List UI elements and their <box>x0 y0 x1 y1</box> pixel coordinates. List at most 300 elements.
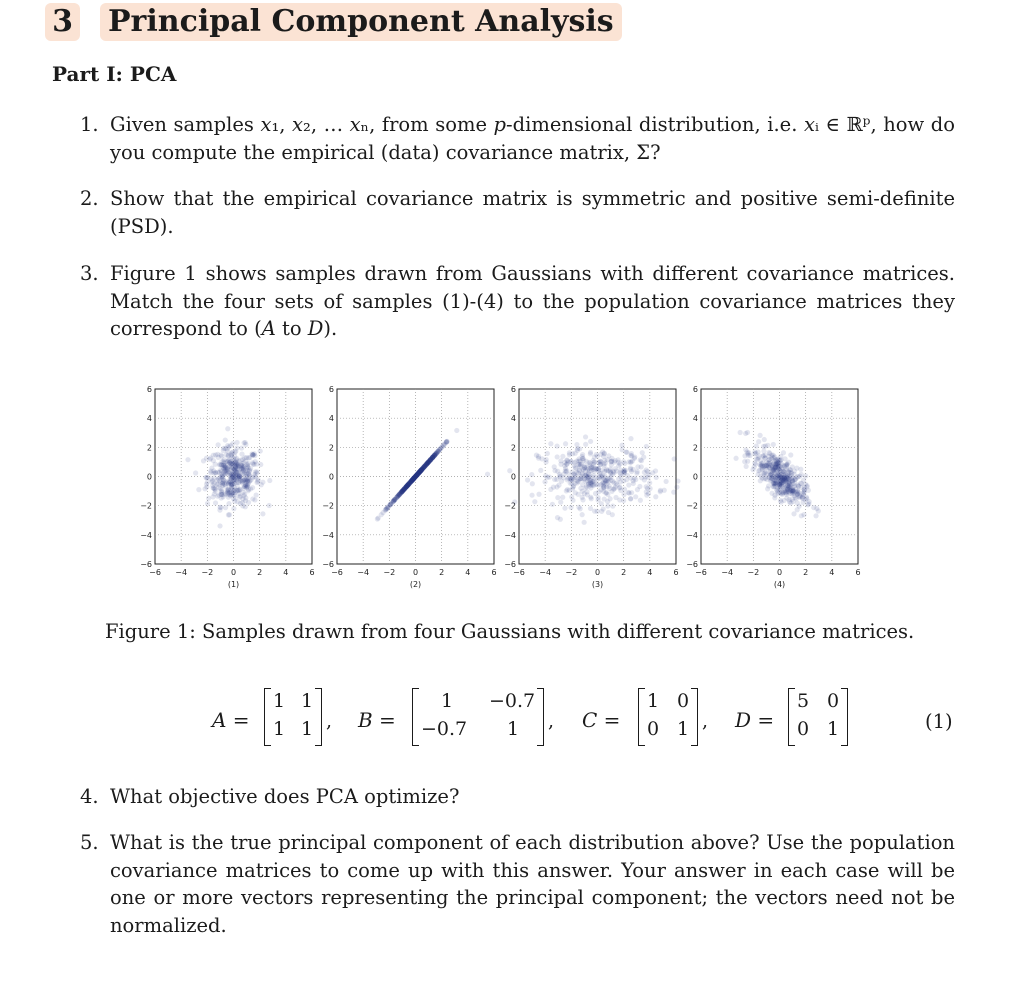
sample-point <box>779 499 784 504</box>
sample-point <box>213 500 218 505</box>
sample-point <box>584 489 589 494</box>
sample-point <box>618 479 623 484</box>
sample-point <box>621 492 626 497</box>
sample-point <box>221 465 226 470</box>
section-number: 3 <box>45 3 80 41</box>
sample-point <box>787 499 792 504</box>
sample-point <box>562 463 567 468</box>
sample-point <box>757 462 762 467</box>
x-tick-label: −4 <box>539 568 552 577</box>
sample-point <box>210 478 215 483</box>
sample-point <box>243 498 248 503</box>
sample-point <box>580 497 585 502</box>
y-tick-label: −6 <box>504 560 516 569</box>
sample-point <box>599 501 604 506</box>
plot-label: (3) <box>591 580 604 589</box>
sample-point <box>647 480 652 485</box>
sample-point <box>267 503 272 508</box>
sample-point <box>210 483 215 488</box>
matrix-b-cell: −0.7 <box>489 690 536 712</box>
sample-point <box>260 511 265 516</box>
sample-point <box>213 452 218 457</box>
y-tick-label: 4 <box>146 414 152 424</box>
sample-point <box>756 439 761 444</box>
y-tick-label: 2 <box>692 443 698 453</box>
sample-point <box>596 495 601 500</box>
matrix-d <box>788 688 848 746</box>
x-tick-label: 2 <box>621 568 627 577</box>
sample-point <box>384 506 389 511</box>
sample-point <box>766 461 771 466</box>
sample-point <box>392 497 397 502</box>
y-tick-label: 2 <box>510 443 516 453</box>
sample-point <box>800 491 805 496</box>
y-tick-label: 4 <box>510 414 516 424</box>
sample-point <box>560 495 565 500</box>
sample-point <box>545 451 550 456</box>
sample-point <box>762 437 767 442</box>
x-tick-label: 4 <box>647 568 653 577</box>
sample-point <box>800 496 805 501</box>
sample-point <box>555 469 560 474</box>
sample-point <box>589 465 594 470</box>
sample-point <box>758 478 763 483</box>
sample-point <box>628 453 633 458</box>
sample-point <box>204 484 209 489</box>
matrix-d-cell: 1 <box>827 718 840 740</box>
sample-point <box>552 464 557 469</box>
sample-point <box>744 464 749 469</box>
sample-point <box>604 490 609 495</box>
sample-point <box>532 499 537 504</box>
sample-point <box>795 489 800 494</box>
sample-point <box>803 473 808 478</box>
sample-point <box>607 496 612 501</box>
sample-point <box>761 449 766 454</box>
sample-point <box>205 480 210 485</box>
sample-point <box>664 479 669 484</box>
sample-point <box>624 450 629 455</box>
sample-point <box>784 474 789 479</box>
sample-point <box>221 448 226 453</box>
sample-point <box>226 480 231 485</box>
sample-point <box>576 492 581 497</box>
y-tick-label: 0 <box>510 472 516 482</box>
x-tick-label: −2 <box>747 568 760 577</box>
matrix-d-cell: 5 <box>797 690 810 712</box>
sample-point <box>555 495 560 500</box>
sample-point <box>790 490 795 495</box>
sample-point <box>225 426 230 431</box>
matrix-c-cell: 1 <box>677 718 690 740</box>
sample-point <box>558 500 563 505</box>
sample-point <box>625 473 630 478</box>
x-tick-label: 4 <box>465 568 471 577</box>
sample-point <box>414 473 419 478</box>
y-tick-label: 4 <box>328 414 334 424</box>
sample-point <box>219 474 224 479</box>
sample-point <box>247 468 252 473</box>
sample-point <box>628 496 633 501</box>
question-5-number: 5. <box>80 831 99 854</box>
sample-point <box>777 457 782 462</box>
y-tick-label: −2 <box>140 501 152 511</box>
matrix-c-cell: 0 <box>677 690 690 712</box>
sample-point <box>583 434 588 439</box>
sample-point <box>614 468 619 473</box>
sample-point <box>238 501 243 506</box>
sample-point <box>811 505 816 510</box>
sample-point <box>255 479 260 484</box>
matrix-d-cell: 0 <box>797 718 810 740</box>
x-tick-label: −2 <box>201 568 214 577</box>
sample-point <box>431 453 436 458</box>
sample-point <box>226 512 231 517</box>
sample-point <box>219 489 224 494</box>
sample-point <box>638 498 643 503</box>
sample-point <box>653 468 658 473</box>
sample-point <box>653 494 658 499</box>
matrix-d-label: D = <box>735 708 775 732</box>
sample-point <box>208 455 213 460</box>
sample-point <box>753 462 758 467</box>
sample-point <box>639 464 644 469</box>
sample-point <box>232 463 237 468</box>
sample-point <box>551 485 556 490</box>
sample-point <box>781 486 786 491</box>
sample-point <box>756 468 761 473</box>
sample-point <box>560 454 565 459</box>
figure-caption: Figure 1: Samples drawn from four Gaussians with different covariance matrices. <box>105 620 915 643</box>
sample-point <box>769 456 774 461</box>
sample-point <box>245 484 250 489</box>
sample-point <box>758 473 763 478</box>
y-tick-label: 0 <box>146 472 152 482</box>
sample-point <box>427 459 432 464</box>
matrix-a-cell: 1 <box>301 690 314 712</box>
sample-point <box>212 491 217 496</box>
sample-point <box>626 482 631 487</box>
sample-point <box>442 441 447 446</box>
sample-point <box>788 452 793 457</box>
x-tick-label: −6 <box>331 568 343 577</box>
sample-point <box>555 454 560 459</box>
sample-point <box>633 494 638 499</box>
sample-point <box>637 484 642 489</box>
sample-point <box>576 479 581 484</box>
question-2 <box>80 185 955 240</box>
sample-point <box>243 479 248 484</box>
sample-point <box>237 467 242 472</box>
sample-point <box>628 460 633 465</box>
question-4-text: What objective does PCA optimize? <box>110 785 460 808</box>
sample-point <box>485 472 490 477</box>
x-tick-label: −6 <box>149 568 161 577</box>
sample-point <box>226 453 231 458</box>
matrix-a-cell: 1 <box>273 690 286 712</box>
part-heading: Part I: PCA <box>52 62 177 86</box>
sample-point <box>407 480 412 485</box>
sample-point <box>379 512 384 517</box>
sample-point <box>765 443 770 448</box>
sample-point <box>226 501 231 506</box>
y-tick-label: −4 <box>140 530 152 540</box>
y-tick-label: 4 <box>692 414 698 424</box>
sample-point <box>574 442 579 447</box>
sample-point <box>794 466 799 471</box>
sample-point <box>793 476 798 481</box>
question-3-number: 3. <box>80 262 99 285</box>
matrix-b <box>412 688 544 746</box>
sample-point <box>631 478 636 483</box>
sample-point <box>610 479 615 484</box>
sample-point <box>733 456 738 461</box>
sample-point <box>674 485 679 490</box>
question-2-number: 2. <box>80 187 99 210</box>
sample-point <box>767 451 772 456</box>
y-tick-label: 6 <box>692 385 698 394</box>
question-1-number: 1. <box>80 113 99 136</box>
sample-point <box>218 505 223 510</box>
x-tick-label: −6 <box>695 568 707 577</box>
x-tick-label: 0 <box>594 568 601 577</box>
sample-point <box>536 456 541 461</box>
sample-point <box>635 469 640 474</box>
y-tick-label: −4 <box>322 530 334 540</box>
sample-point <box>803 481 808 486</box>
matrix-a-separator: , <box>326 710 333 732</box>
sample-point <box>203 475 208 480</box>
x-tick-label: −2 <box>565 568 578 577</box>
sample-point <box>267 478 272 483</box>
section-title: Principal Component Analysis <box>100 3 622 41</box>
sample-point <box>233 495 238 500</box>
sample-point <box>564 457 569 462</box>
figure-1 <box>140 381 870 601</box>
sample-point <box>754 443 759 448</box>
x-tick-label: 6 <box>673 568 679 577</box>
sample-point <box>548 441 553 446</box>
sample-point <box>799 513 804 518</box>
sample-point <box>234 457 239 462</box>
sample-point <box>234 440 239 445</box>
sample-point <box>580 456 585 461</box>
sample-point <box>588 439 593 444</box>
matrix-c-label: C = <box>582 708 621 732</box>
sample-point <box>563 441 568 446</box>
sample-point <box>601 463 606 468</box>
matrix-a-cell: 1 <box>273 718 286 740</box>
sample-point <box>619 443 624 448</box>
x-tick-label: 0 <box>230 568 237 577</box>
sample-point <box>234 445 239 450</box>
sample-point <box>438 446 443 451</box>
question-1 <box>80 111 955 166</box>
x-tick-label: −6 <box>513 568 525 577</box>
sample-point <box>750 467 755 472</box>
sample-point <box>201 458 206 463</box>
sample-point <box>646 472 651 477</box>
sample-point <box>644 444 649 449</box>
y-tick-label: 0 <box>328 472 334 482</box>
question-4 <box>80 783 955 811</box>
sample-point <box>577 446 582 451</box>
sample-point <box>242 470 247 475</box>
sample-point <box>542 479 547 484</box>
matrix-c <box>638 688 698 746</box>
sample-point <box>213 462 218 467</box>
sample-point <box>621 498 626 503</box>
sample-point <box>260 480 265 485</box>
sample-point <box>512 499 517 504</box>
sample-point <box>567 476 572 481</box>
sample-point <box>583 442 588 447</box>
matrix-b-cell: 1 <box>441 690 454 712</box>
sample-point <box>592 460 597 465</box>
sample-point <box>608 468 613 473</box>
sample-point <box>675 478 680 483</box>
sample-point <box>507 468 512 473</box>
sample-point <box>795 507 800 512</box>
sample-point <box>530 481 535 486</box>
y-tick-label: −6 <box>140 560 152 569</box>
sample-point <box>629 469 634 474</box>
x-tick-label: 4 <box>829 568 835 577</box>
sample-point <box>573 466 578 471</box>
sample-point <box>240 457 245 462</box>
matrix-c-cell: 0 <box>647 718 660 740</box>
sample-point <box>617 485 622 490</box>
sample-point <box>773 481 778 486</box>
sample-point <box>757 433 762 438</box>
x-tick-label: −2 <box>383 568 396 577</box>
sample-point <box>806 501 811 506</box>
sample-point <box>610 504 615 509</box>
sample-point <box>558 517 563 522</box>
sample-point <box>772 495 777 500</box>
sample-point <box>216 442 221 447</box>
sample-point <box>782 456 787 461</box>
sample-point <box>671 490 676 495</box>
sample-point <box>454 428 459 433</box>
sample-point <box>250 496 255 501</box>
y-tick-label: 2 <box>146 443 152 453</box>
y-tick-label: −2 <box>322 501 334 511</box>
matrix-c-separator: , <box>702 710 709 732</box>
sample-point <box>755 449 760 454</box>
sample-point <box>613 495 618 500</box>
sample-point <box>218 452 223 457</box>
sample-point <box>550 502 555 507</box>
y-tick-label: 6 <box>328 385 334 394</box>
sample-point <box>738 430 743 435</box>
equation-number: (1) <box>925 710 953 733</box>
sample-point <box>254 470 259 475</box>
sample-point <box>547 474 552 479</box>
x-tick-label: 6 <box>309 568 315 577</box>
sample-point <box>598 487 603 492</box>
question-1-text: Given samples 𝑥₁, 𝑥₂, … 𝑥ₙ, from some 𝑝-dimensional distribution, i.e. 𝑥ᵢ ∈ ℝᵖ, how do you compute the empirical (data) covariance matrix, Σ? <box>110 113 955 164</box>
x-tick-label: 0 <box>776 568 783 577</box>
matrix-c-cell: 1 <box>647 690 660 712</box>
sample-point <box>215 482 220 487</box>
sample-point <box>567 452 572 457</box>
y-tick-label: −4 <box>504 530 516 540</box>
x-tick-label: −4 <box>357 568 370 577</box>
sample-point <box>219 459 224 464</box>
sample-point <box>232 485 237 490</box>
sample-point <box>544 457 549 462</box>
sample-point <box>251 462 256 467</box>
sample-point <box>606 510 611 515</box>
y-tick-label: −2 <box>686 501 698 511</box>
sample-point <box>621 459 626 464</box>
sample-point <box>601 506 606 511</box>
sample-point <box>231 472 236 477</box>
sample-point <box>552 477 557 482</box>
sample-point <box>580 482 585 487</box>
sample-point <box>745 451 750 456</box>
sample-point <box>554 443 559 448</box>
question-4-number: 4. <box>80 785 99 808</box>
y-tick-label: −2 <box>504 501 516 511</box>
x-tick-label: 6 <box>491 568 497 577</box>
question-3 <box>80 260 955 343</box>
sample-point <box>239 445 244 450</box>
sample-point <box>580 512 585 517</box>
sample-point <box>586 471 591 476</box>
sample-point <box>601 454 606 459</box>
sample-point <box>595 454 600 459</box>
sample-point <box>628 436 633 441</box>
sample-point <box>573 451 578 456</box>
sample-point <box>576 471 581 476</box>
matrix-b-label: B = <box>358 708 396 732</box>
sample-point <box>231 506 236 511</box>
sample-point <box>588 495 593 500</box>
x-tick-label: 2 <box>257 568 263 577</box>
x-tick-label: 2 <box>439 568 445 577</box>
matrix-a <box>264 688 322 746</box>
sample-point <box>562 506 567 511</box>
sample-point <box>258 448 263 453</box>
sample-point <box>196 487 201 492</box>
sample-point <box>791 511 796 516</box>
equation-1 <box>0 688 1024 758</box>
sample-point <box>581 466 586 471</box>
matrix-d-cell: 0 <box>827 690 840 712</box>
sample-point <box>217 523 222 528</box>
sample-point <box>225 490 230 495</box>
matrix-a-cell: 1 <box>301 718 314 740</box>
plot-label: (1) <box>227 580 240 589</box>
sample-point <box>590 479 595 484</box>
sample-point <box>231 467 236 472</box>
sample-point <box>640 450 645 455</box>
plot-label: (2) <box>409 580 422 589</box>
sample-point <box>644 484 649 489</box>
sample-point <box>567 488 572 493</box>
question-3-text: Figure 1 shows samples drawn from Gaussians with different covariance matrices. Match the four sets of samples (1)-(4) to the population covariance matrices they correspond to (𝐴 to 𝐷). <box>110 262 955 340</box>
x-tick-label: 0 <box>412 568 419 577</box>
sample-point <box>570 498 575 503</box>
sample-point <box>576 505 581 510</box>
sample-point <box>769 491 774 496</box>
x-tick-label: −4 <box>721 568 734 577</box>
sample-point <box>219 495 224 500</box>
matrix-a-label: A = <box>212 708 250 732</box>
sample-point <box>742 459 747 464</box>
